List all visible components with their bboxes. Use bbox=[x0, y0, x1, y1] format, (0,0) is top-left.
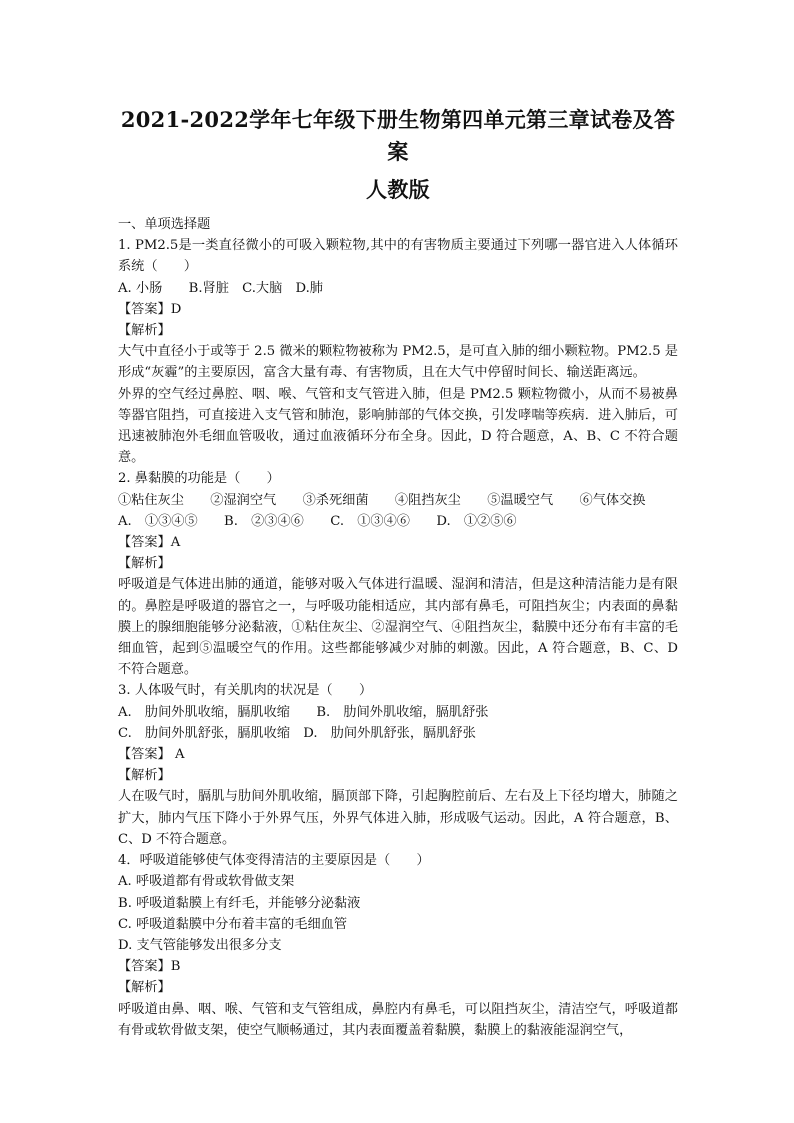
question-2-analysis-label: 【解析】 bbox=[118, 556, 171, 572]
question-3-text: 3. 人体吸气时，有关肌肉的状况是（ ） bbox=[118, 683, 373, 699]
question-3-options-cd: C. 肋间外肌舒张，膈肌收缩 D. 肋间外肌舒张，膈肌舒张 bbox=[118, 725, 476, 741]
question-3-answer: 【答案】 A bbox=[118, 747, 185, 763]
question-3-analysis-label: 【解析】 bbox=[118, 768, 171, 784]
question-1-analysis-paragraph-2: 外界的空气经过鼻腔、咽、喉、气管和支气管进入肺，但是 PM2.5 颗粒物微小，从而不易被鼻等器官阻挡，可直接进入支气管和肺泡，影响肺部的气体交换，引发哮喘等疾病．进入肺后，可迅速被肺泡外毛细血管吸收，通过血液循环分布全身。因此，D 符合题意，A、B、C 不符合题意。 bbox=[118, 386, 678, 466]
question-2-analysis-paragraph: 呼吸道是气体进出肺的通道，能够对吸入气体进行温暖、湿润和清洁，但是这种清洁能力是有限的。鼻腔是呼吸道的器官之一，与呼吸功能相适应，其内部有鼻毛，可阻挡灰尘；内表面的鼻黏膜上的腺细胞能够分泌黏液，①粘住灰尘、②湿润空气、④阻挡灰尘，黏膜中还分布有丰富的毛细血管，起到⑤温暖空气的作用。这些都能够减少对肺的刺激。因此，A 符合题意，B、C、D 不符合题意。 bbox=[118, 577, 683, 678]
section-heading: 一、单项选择题 bbox=[118, 217, 211, 232]
question-4-text: 4．呼吸道能够使气体变得清洁的主要原因是（ ） bbox=[118, 853, 430, 869]
question-1-analysis-paragraph-1: 大气中直径小于或等于 2.5 微米的颗粒物被称为 PM2.5，是可直入肺的细小颗粒物。PM2.5 是形成“灰霾”的主要原因，富含大量有毒、有害物质，且在大气中停留时间长、输送距离远。 bbox=[118, 344, 678, 381]
question-2-text: 2. 鼻黏膜的功能是（ ） bbox=[118, 471, 280, 487]
question-3-analysis-paragraph: 人在吸气时，膈肌与肋间外肌收缩，膈顶部下降，引起胸腔前后、左右及上下径均增大，肺随之扩大，肺内气压下降小于外界气压，外界气体进入肺，形成吸气运动。因此，A 符合题意，B、C、D 不符合题意。 bbox=[118, 789, 678, 847]
document-content bbox=[118, 214, 683, 1041]
document-title-line-2: 人教版 bbox=[366, 177, 430, 202]
question-1-options: A. 小肠 B.肾脏 C.大脑 D.肺 bbox=[118, 280, 323, 296]
question-3-options-ab: A. 肋间外肌收缩，膈肌收缩 B. 肋间外肌收缩，膈肌舒张 bbox=[118, 704, 489, 720]
question-4-option-d: D. 支气管能够发出很多分支 bbox=[118, 937, 282, 953]
question-4-option-c: C. 呼吸道黏膜中分布着丰富的毛细血管 bbox=[118, 916, 348, 932]
question-1-analysis-label: 【解析】 bbox=[118, 323, 171, 339]
question-2-answer: 【答案】A bbox=[118, 535, 181, 551]
document-title-line-1: 2021-2022学年七年级下册生物第四单元第三章试卷及答案 bbox=[120, 107, 676, 164]
question-4-answer: 【答案】B bbox=[118, 959, 181, 975]
question-4-option-b: B. 呼吸道黏膜上有纤毛，并能够分泌黏液 bbox=[118, 895, 361, 911]
question-1-answer: 【答案】D bbox=[118, 301, 182, 317]
question-1-text: 1. PM2.5是一类直径微小的可吸入颗粒物,其中的有害物质主要通过下列哪一器官进入人体循环系统（ ） bbox=[118, 238, 678, 275]
question-4-analysis-label: 【解析】 bbox=[118, 980, 171, 996]
document-page bbox=[118, 104, 683, 1041]
question-2-options: A. ①③④⑤ B. ②③④⑥ C. ①③④⑥ D. ①②⑤⑥ bbox=[118, 513, 517, 529]
question-4-option-a: A. 呼吸道都有骨或软骨做支架 bbox=[118, 874, 295, 890]
question-2-choices: ①粘住灰尘 ②湿润空气 ③杀死细菌 ④阻挡灰尘 ⑤温暖空气 ⑥气体交换 bbox=[118, 492, 646, 508]
question-4-analysis-paragraph: 呼吸道由鼻、咽、喉、气管和支气管组成，鼻腔内有鼻毛，可以阻挡灰尘，清洁空气，呼吸道都有骨或软骨做支架，使空气顺畅通过，其内表面覆盖着黏膜，黏膜上的黏液能湿润空气， bbox=[118, 1001, 678, 1038]
